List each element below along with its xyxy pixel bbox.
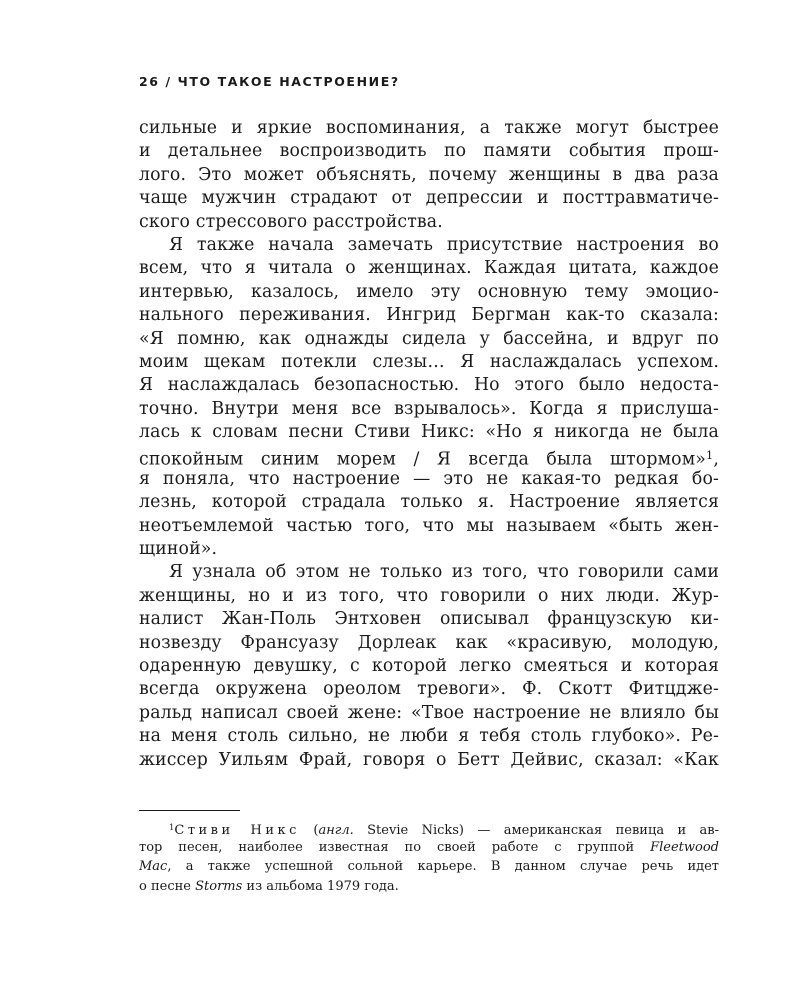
text-line: неотъемлемой частью того, что мы называем «быть жен-: [139, 515, 719, 536]
text-line: моим щекам потекли слезы… Я наслаждалась успехом.: [139, 351, 719, 372]
footnote-text: о песне: [139, 878, 191, 894]
footnote-line: [139, 857, 719, 877]
footnote-name: Стиви Никс: [174, 823, 300, 839]
text-line: интервью, казалось, имело эту основную тему эмоцио-: [139, 281, 719, 302]
running-head: 26 / ЧТО ТАКОЕ НАСТРОЕНИЕ?: [139, 74, 400, 89]
footnote-text: тор песен, наиболее известная по своей работе с группой: [139, 839, 635, 855]
text-line: точно. Внутри меня все взрывалось». Когда я прислуша-: [139, 398, 719, 419]
footnote-text: Stevie Nicks) — американская певица и ав-: [367, 823, 720, 839]
text-line: ральд написал своей жене: «Твое настроение не влияло бы: [139, 702, 719, 723]
footnote-lang: англ.: [318, 823, 354, 839]
text-line: сильные и яркие воспоминания, а также могут быстрее: [139, 118, 719, 138]
text-line: чаще мужчин страдают от депрессии и посттравматиче-: [139, 188, 719, 209]
text-line: щиной».: [139, 539, 218, 560]
footnote-number: 1: [169, 822, 175, 832]
text-line: и детальнее воспроизводить по памяти события прош-: [139, 141, 719, 162]
text-line-with-footnote-ref: [139, 444, 719, 471]
footnote-line: [139, 877, 719, 897]
text-line: «Я помню, как однажды сидела у бассейна, и вдруг по: [139, 328, 719, 349]
footnote-text: , а также успешной сольной карьере. В данном случае речь идет: [167, 859, 719, 874]
footnote-text: (: [313, 823, 319, 839]
text-line: нозвезду Франсуазу Дорлеак как «красивую, молодую,: [139, 632, 719, 653]
footnote: [139, 818, 719, 896]
text-line: налист Жан-Поль Энтховен описывал французскую ки-: [139, 609, 719, 630]
footnote-italic: Storms: [195, 878, 243, 894]
text-line: жиссер Уильям Фрай, говоря о Бетт Дейвис, сказал: «Как: [139, 749, 719, 770]
footnote-line: [139, 838, 719, 858]
body-text: [139, 117, 719, 772]
footnote-ref-suffix: ,: [713, 450, 719, 471]
text-line: Я также начала замечать присутствие настроения во: [169, 234, 719, 255]
text-line: Я наслаждалась безопасностью. Но этого было недоста-: [139, 375, 719, 396]
footnote-text: из альбома 1979 года.: [246, 878, 399, 894]
text-line: ского стрессового расстройства.: [139, 211, 443, 232]
footnote-ref[interactable]: 1: [706, 449, 714, 463]
text-line: лезнь, которой страдала только я. Настроение является: [139, 492, 719, 513]
text-line: я поняла, что настроение — это не какая-то редкая бо-: [139, 468, 719, 489]
text-line: лась к словам песни Стиви Никс: «Но я никогда не была: [139, 422, 719, 443]
text-line: лого. Это может объяснять, почему женщины в два раза: [139, 164, 719, 185]
text-line: Я узнала об этом не только из того, что говорили сами: [169, 562, 719, 583]
footnote-italic: Mac: [139, 859, 168, 874]
text-line: нального переживания. Ингрид Бергман как-то сказала:: [139, 305, 719, 326]
text-line-content: спокойным синим морем / Я всегда была штормом»: [139, 450, 707, 471]
text-line: на меня столь сильно, не люби я тебя столь глубоко». Ре-: [139, 726, 719, 747]
text-line: всем, что я читала о женщинах. Каждая цитата, каждое: [139, 258, 719, 279]
footnote-rule: [139, 810, 240, 811]
text-line: всегда окружена ореолом тревоги». Ф. Скотт Фитцдже-: [139, 679, 719, 700]
footnote-line: [139, 818, 719, 838]
footnote-italic: Fleetwood: [650, 839, 720, 855]
text-line: одаренную девушку, с которой легко смеяться и которая: [139, 655, 719, 676]
text-line: женщины, но и из того, что говорили о них люди. Жур-: [139, 585, 719, 606]
